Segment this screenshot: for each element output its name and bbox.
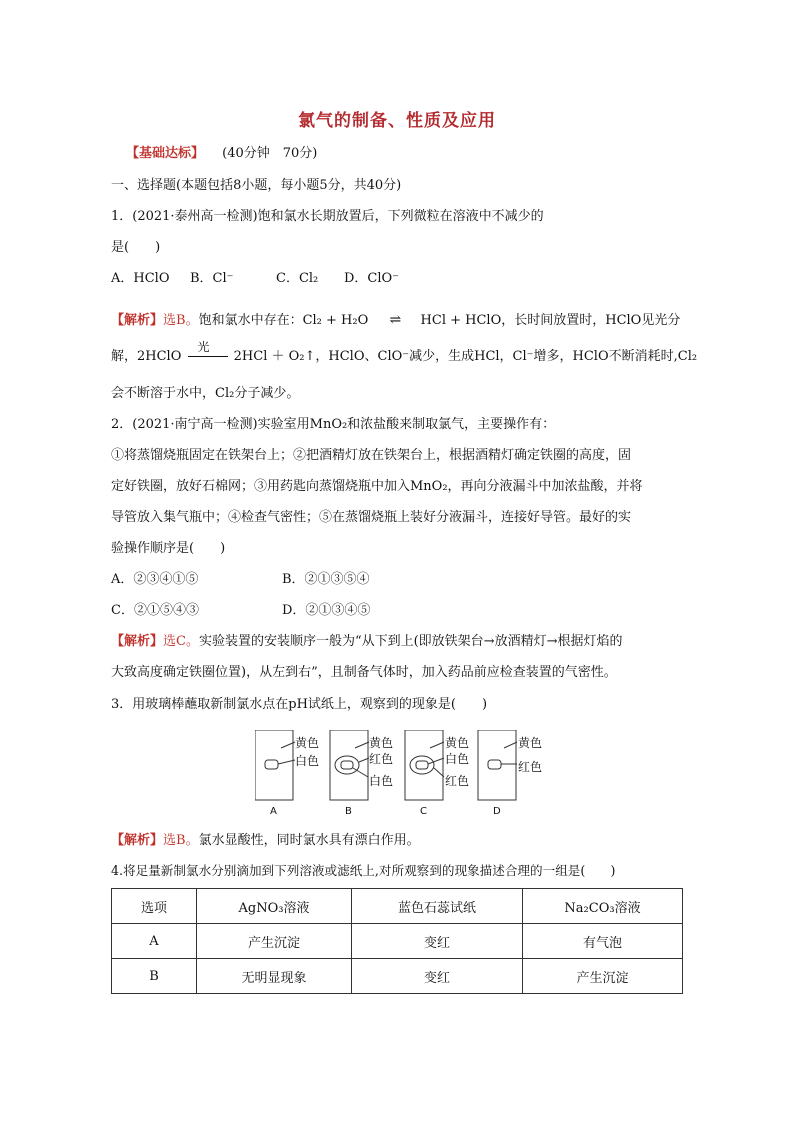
table-cell: 无明显现象 xyxy=(197,959,352,994)
q2-option-a: A．②③④①⑤ xyxy=(111,572,199,587)
section-time: (40分钟 70分) xyxy=(222,146,318,161)
q4-stem-line1: 4.将足量新制氯水分别滴加到下列溶液或滤纸上,对所观察到的现象描述合理的一组是( ) xyxy=(111,863,616,878)
strip-d-label-2: 红色 xyxy=(518,760,543,774)
q2-stem-line2: ①将蒸馏烧瓶固定在铁架台上；②把酒精灯放在铁架台上，根据酒精灯确定铁圈的高度，固 xyxy=(111,448,632,463)
q2-option-c: C．②①⑤④③ xyxy=(111,603,199,618)
analysis-text: 饱和氯水中存在：Cl₂ + H₂O xyxy=(198,313,369,328)
analysis-text: 实验装置的安装顺序一般为“从下到上(即放铁架台→放酒精灯→根据灯焰的 xyxy=(198,634,623,649)
q3-stem-line1: 3．用玻璃棒蘸取新制氯水点在pH试纸上，观察到的现象是( ) xyxy=(111,697,488,712)
light-condition-arrow xyxy=(186,340,230,366)
table-header-cell: 蓝色石蕊试纸 xyxy=(352,889,523,924)
strip-b-label-2: 红色 xyxy=(369,752,394,766)
table-row xyxy=(112,924,683,959)
q1-option-a: A．HClO xyxy=(111,271,170,286)
q2-stem-line4: 导管放入集气瓶中；④检查气密性；⑤在蒸馏烧瓶上装好分液漏斗，连接好导管。最好的实 xyxy=(111,510,632,525)
q2-stem-line1: 2．(2021·南宁高一检测)实验室用MnO₂和浓盐酸来制取氯气，主要操作有： xyxy=(111,417,556,432)
strip-c-label-3: 红色 xyxy=(445,774,470,788)
q2-option-d: D．②①③④⑤ xyxy=(282,603,371,618)
analysis-label: 【解析】 xyxy=(111,634,164,649)
table-cell: 产生沉淀 xyxy=(523,959,683,994)
strip-b-label-1: 黄色 xyxy=(369,736,394,750)
strip-c-caption: C xyxy=(420,806,427,817)
table-header-cell: AgNO₃溶液 xyxy=(197,889,352,924)
analysis-answer: 选B。 xyxy=(163,833,199,848)
reversible-arrow-icon: ⇌ xyxy=(389,312,400,328)
strip-c-label-1: 黄色 xyxy=(445,736,470,750)
light-label: 光 xyxy=(197,340,210,354)
q2-analysis-line1 xyxy=(111,633,622,651)
strip-d-caption: D xyxy=(493,806,501,817)
q1-analysis-line2 xyxy=(111,340,698,366)
strip-b-caption: B xyxy=(345,806,352,817)
table-cell: 产生沉淀 xyxy=(197,924,352,959)
q2-analysis-line2: 大致高度确定铁圈位置)，从左到右”，且制备气体时，加入药品前应检查装置的气密性。 xyxy=(111,665,617,680)
table-header-row xyxy=(112,889,683,924)
q1-option-c: C．Cl₂ xyxy=(276,271,319,286)
strip-b-label-3: 白色 xyxy=(369,774,394,788)
analysis-answer: 选C。 xyxy=(163,634,199,649)
table-header-cell: Na₂CO₃溶液 xyxy=(523,889,683,924)
q1-option-d: D．ClO⁻ xyxy=(344,271,400,286)
analysis-text: 解，2HClO xyxy=(111,349,182,364)
q2-option-b: B．②①③⑤④ xyxy=(282,572,370,587)
strip-a-caption: A xyxy=(270,806,277,817)
section-label: 【基础达标】 xyxy=(126,146,205,161)
q1-analysis-line3: 会不断溶于水中，Cl₂分子减少。 xyxy=(111,386,300,401)
q1-analysis-line1 xyxy=(111,311,680,330)
q1-stem-line2: 是( ) xyxy=(111,240,161,255)
table-cell: 有气泡 xyxy=(523,924,683,959)
strip-a-label-2: 白色 xyxy=(295,754,320,768)
table-cell: B xyxy=(112,959,197,994)
page-title: 氯气的制备、性质及应用 xyxy=(298,111,496,131)
q2-stem-line3: 定好铁圈，放好石棉网；③用药匙向蒸馏烧瓶中加入MnO₂，再向分液漏斗中加浓盐酸，并将 xyxy=(111,479,643,494)
q2-stem-line5: 验操作顺序是( ) xyxy=(111,541,226,556)
q1-option-b: B．Cl⁻ xyxy=(190,271,234,286)
table-cell: 变红 xyxy=(352,924,523,959)
table-header-cell: 选项 xyxy=(112,889,197,924)
strip-c-label-2: 白色 xyxy=(445,752,470,766)
section-header xyxy=(126,145,317,163)
analysis-text-cont: HCl + HClO，长时间放置时，HClO见光分 xyxy=(420,313,681,328)
arrow-line-icon xyxy=(188,356,228,357)
analysis-label: 【解析】 xyxy=(111,833,164,848)
analysis-answer: 选B。 xyxy=(163,313,199,328)
strip-a-label-1: 黄色 xyxy=(295,736,320,750)
part-heading: 一、选择题(本题包括8小题，每小题5分，共40分) xyxy=(111,178,402,193)
analysis-label: 【解析】 xyxy=(111,313,164,328)
analysis-text: 氯水显酸性，同时氯水具有漂白作用。 xyxy=(198,833,420,848)
strip-d-label-1: 黄色 xyxy=(518,736,543,750)
q3-analysis-line1 xyxy=(111,832,420,850)
q4-table xyxy=(111,888,683,994)
analysis-text-cont: 2HCl ＋ O₂↑，HClO、ClO⁻减少，生成HCl，Cl⁻增多，HClO不断消耗时,Cl₂ xyxy=(233,349,698,364)
q1-stem-line1: 1．(2021·泰州高一检测)饱和氯水长期放置后，下列微粒在溶液中不减少的 xyxy=(111,209,544,224)
ph-paper-figure xyxy=(255,730,555,822)
table-cell: 变红 xyxy=(352,959,523,994)
table-cell: A xyxy=(112,924,197,959)
table-row xyxy=(112,959,683,994)
